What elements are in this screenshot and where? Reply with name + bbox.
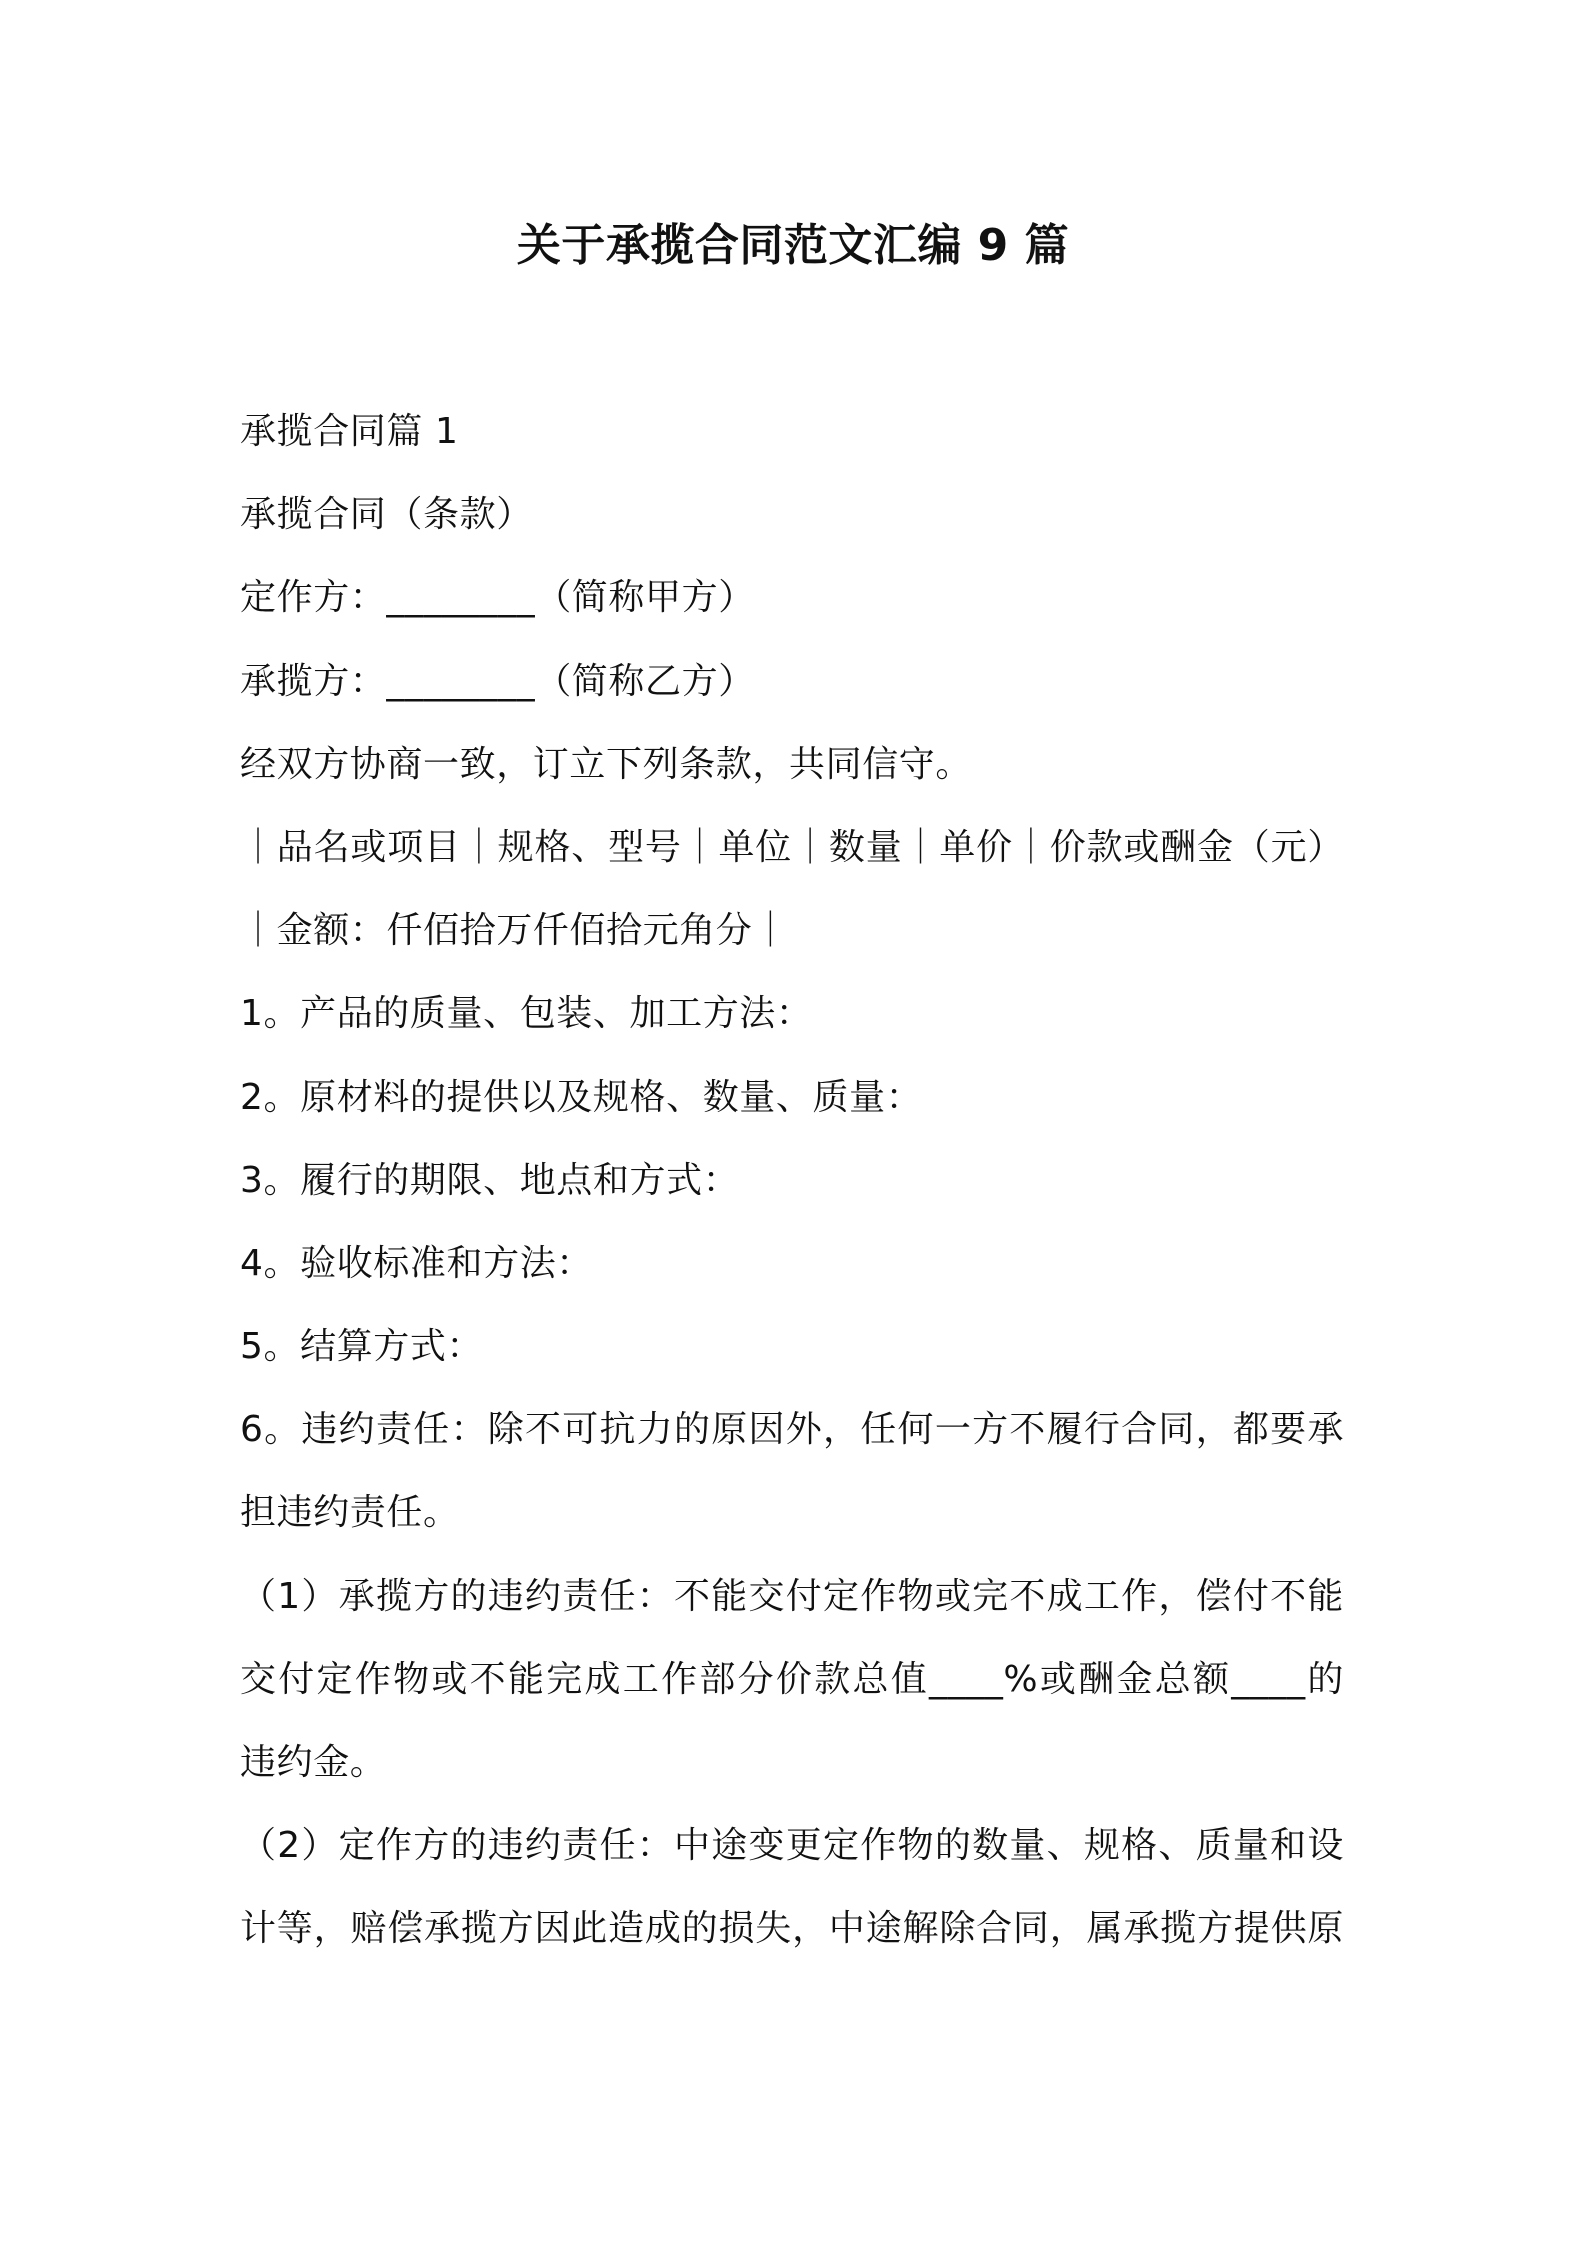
document-title: 关于承揽合同范文汇编 9 篇 bbox=[516, 220, 1070, 271]
document-body bbox=[240, 390, 1344, 1971]
preamble-text: 经双方协商一致，订立下列条款，共同信守。 bbox=[240, 743, 973, 785]
clause-line: 计等，赔偿承揽方因此造成的损失，中途解除合同，属承揽方提供原 bbox=[240, 1908, 1344, 1950]
clause-line: 1。产品的质量、包装、加工方法： bbox=[240, 993, 813, 1035]
clause-6-1-contractor-liability bbox=[240, 1555, 1344, 1805]
clause-line: 6。违约责任：除不可抗力的原因外，任何一方不履行合同，都要承 bbox=[240, 1409, 1344, 1451]
clause-3 bbox=[240, 1139, 1344, 1222]
section-heading: 承揽合同篇 1 bbox=[240, 411, 459, 452]
clause-line: 4。验收标准和方法： bbox=[240, 1242, 593, 1284]
clause-line: 交付定作物或不能完成工作部分价款总值____%或酬金总额____的 bbox=[240, 1658, 1344, 1700]
clause-6-breach-liability bbox=[240, 1388, 1344, 1554]
party-a-line: 定作方：________（简称甲方） bbox=[240, 577, 755, 619]
contract-heading: 承揽合同（条款） bbox=[240, 494, 533, 536]
clause-2 bbox=[240, 1056, 1344, 1139]
clause-5 bbox=[240, 1305, 1344, 1388]
clause-4 bbox=[240, 1222, 1344, 1305]
clause-line: （1）承揽方的违约责任：不能交付定作物或完不成工作，偿付不能 bbox=[240, 1575, 1344, 1617]
item-table-header-line: ｜品名或项目｜规格、型号｜单位｜数量｜单价｜价款或酬金（元） bbox=[240, 826, 1344, 868]
clause-6-2-orderer-liability bbox=[240, 1804, 1344, 1970]
clause-line: 2。原材料的提供以及规格、数量、质量： bbox=[240, 1076, 923, 1118]
clause-line: （2）定作方的违约责任：中途变更定作物的数量、规格、质量和设 bbox=[240, 1825, 1344, 1867]
item-table-amount-line: ｜金额：仟佰拾万仟佰拾元角分｜ bbox=[240, 910, 790, 952]
clause-line: 违约金。 bbox=[240, 1742, 387, 1783]
clause-line: 5。结算方式： bbox=[240, 1326, 484, 1368]
clause-1 bbox=[240, 972, 1344, 1055]
clause-line: 担违约责任。 bbox=[240, 1492, 460, 1534]
clause-line: 3。履行的期限、地点和方式： bbox=[240, 1159, 740, 1201]
party-b-line: 承揽方：________（简称乙方） bbox=[240, 660, 755, 702]
